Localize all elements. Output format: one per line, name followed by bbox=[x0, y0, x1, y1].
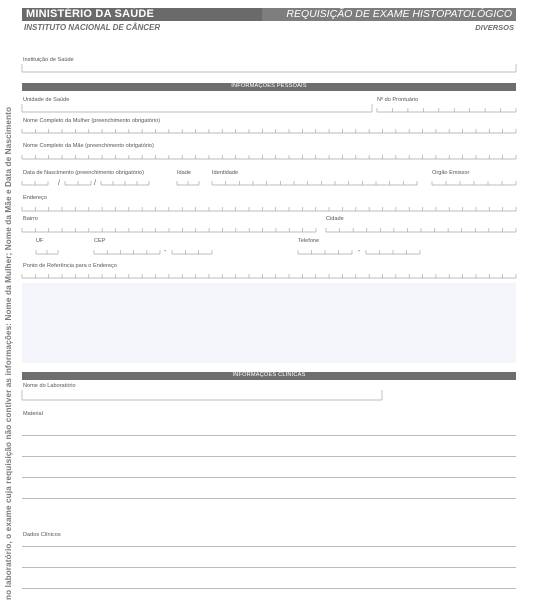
label-mother-name: Nome Completo da Mãe (preenchimento obrigatório) bbox=[23, 143, 154, 149]
label-uf: UF bbox=[36, 238, 44, 244]
material-line bbox=[22, 498, 516, 499]
label-birth-date: Data de Nascimento (preenchimento obrigatório) bbox=[23, 170, 144, 176]
material-line bbox=[22, 456, 516, 457]
input-clinical-data[interactable] bbox=[22, 540, 516, 600]
ministry-title: MINISTÉRIO DA SAÚDE bbox=[26, 8, 155, 20]
cep-dash: - bbox=[164, 248, 167, 255]
form-title: REQUISIÇÃO DE EXAME HISTOPATOLÓGICO bbox=[286, 8, 512, 20]
label-record-number: Nº do Prontuário bbox=[377, 97, 419, 103]
institute-name: INSTITUTO NACIONAL DE CÂNCER bbox=[24, 23, 161, 32]
label-material: Material bbox=[23, 411, 43, 417]
label-clinical-data: Dados Clínicos bbox=[23, 532, 61, 538]
material-line bbox=[22, 477, 516, 478]
side-legal-note: no laboratório, o exame cuja requisição não contiver as informações: Nome da Mulher; Nome da Mãe e Data de Nascimento bbox=[4, 106, 13, 600]
section-personal-title: INFORMAÇÕES PESSOAIS bbox=[231, 83, 307, 89]
input-lab-name[interactable] bbox=[22, 390, 382, 400]
clinical-line bbox=[22, 588, 516, 589]
clinical-line bbox=[22, 567, 516, 568]
section-clinical-title: INFORMAÇÕES CLÍNICAS bbox=[232, 372, 306, 378]
label-cep: CEP bbox=[94, 238, 106, 244]
label-address: Endereço bbox=[23, 195, 47, 201]
date-separator-2: / bbox=[94, 180, 96, 187]
date-separator-1: / bbox=[58, 180, 60, 187]
label-city: Cidade bbox=[326, 216, 344, 222]
form-category: DIVERSOS bbox=[475, 23, 514, 32]
label-age: Idade bbox=[177, 170, 191, 176]
section-clinical-header bbox=[22, 372, 516, 380]
label-woman-name: Nome Completo da Mulher (preenchimento obrigatório) bbox=[23, 118, 161, 124]
label-reference-point: Ponto de Referência para o Endereço bbox=[23, 263, 117, 269]
label-lab-name: Nome do Laboratório bbox=[23, 383, 76, 389]
label-district: Bairro bbox=[23, 216, 38, 222]
material-line bbox=[22, 435, 516, 436]
label-institution: Instituição de Saúde bbox=[23, 57, 74, 63]
phone-dash: - bbox=[358, 248, 361, 255]
clinical-line bbox=[22, 546, 516, 547]
label-health-unit: Unidade de Saúde bbox=[23, 97, 70, 103]
label-issuer: Orgão Emissor bbox=[432, 170, 470, 176]
label-identity: Identidade bbox=[212, 170, 239, 176]
label-phone: Telefone bbox=[298, 238, 320, 244]
